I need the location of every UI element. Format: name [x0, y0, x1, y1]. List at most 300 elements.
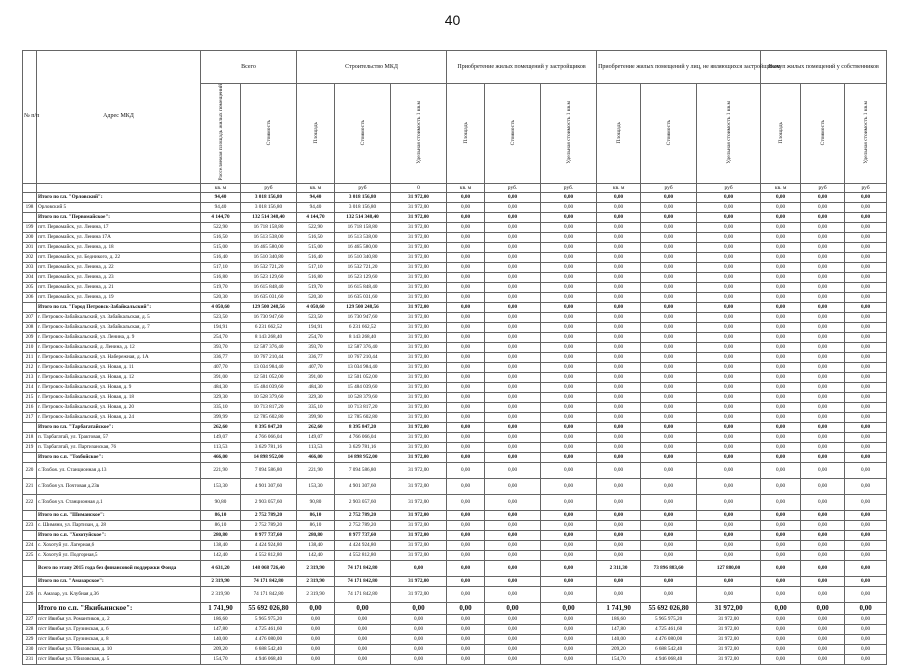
table-row — [23, 392, 887, 402]
value-cell: 0,00 — [801, 202, 845, 212]
value-cell: 0,00 — [641, 494, 697, 510]
value-cell: 0,00 — [801, 192, 845, 202]
value-cell: 2 752 789,20 — [241, 510, 297, 520]
row-number-cell — [23, 576, 37, 586]
value-cell: 0,00 — [697, 372, 761, 382]
value-cell: 0,00 — [485, 412, 541, 422]
address-cell: пгт. Первомайск, ул. Ленина, д. 18 — [37, 242, 201, 252]
row-number-cell: 217 — [23, 412, 37, 422]
table-row — [23, 432, 887, 442]
value-cell: 0,00 — [801, 322, 845, 332]
value-cell: 10 767 210,44 — [335, 352, 391, 362]
value-cell: 4 766 066,04 — [335, 432, 391, 442]
address-cell: пгт. Первомайск, ул. Ленина, д. 19 — [37, 292, 201, 302]
value-cell: 0,00 — [447, 232, 485, 242]
value-cell: 90,80 — [201, 494, 241, 510]
value-cell: 0,00 — [391, 634, 447, 644]
row-number-cell: 199 — [23, 222, 37, 232]
value-cell: 520,30 — [201, 292, 241, 302]
value-cell: 127 880,00 — [697, 560, 761, 576]
address-cell: г. Петровск-Забайкальский, ул. Забайкальская, д. 5 — [37, 312, 201, 322]
value-cell: 0,00 — [447, 422, 485, 432]
sub-area: Площадь — [447, 84, 485, 184]
value-cell: 0,00 — [597, 202, 641, 212]
value-cell: 0,00 — [845, 654, 887, 664]
table-row — [23, 442, 887, 452]
row-number-cell: 218 — [23, 432, 37, 442]
value-cell: 0,00 — [697, 402, 761, 412]
value-cell: 31 972,00 — [391, 442, 447, 452]
value-cell: 516,50 — [297, 232, 335, 242]
value-cell: 0,00 — [801, 282, 845, 292]
value-cell: 336,77 — [201, 352, 241, 362]
value-cell: 484,30 — [201, 382, 241, 392]
value-cell: 142,40 — [201, 550, 241, 560]
value-cell: 0,00 — [597, 322, 641, 332]
value-cell: 0,00 — [541, 292, 597, 302]
address-cell: п/ст Ивибья ул. Тбиловская, д. 10 — [37, 644, 201, 654]
value-cell: 12 587 376,40 — [335, 342, 391, 352]
value-cell: 0,00 — [641, 432, 697, 442]
value-cell: 0,00 — [845, 412, 887, 422]
value-cell: 523,50 — [297, 312, 335, 322]
address-cell: Итого по г.п. "Амазарское": — [37, 576, 201, 586]
value-cell: 0,00 — [447, 462, 485, 478]
value-cell: 0,00 — [801, 332, 845, 342]
value-cell: 517,10 — [297, 262, 335, 272]
value-cell: 0,00 — [845, 624, 887, 634]
value-cell: 0,00 — [801, 342, 845, 352]
value-cell: 0,00 — [697, 540, 761, 550]
value-cell: 0,00 — [335, 654, 391, 664]
value-cell: 0,00 — [447, 342, 485, 352]
value-cell: 74 171 842,80 — [241, 576, 297, 586]
value-cell: 3 018 156,80 — [241, 202, 297, 212]
value-cell: 0,00 — [801, 494, 845, 510]
row-number-cell: 198 — [23, 202, 37, 212]
value-cell: 0,00 — [447, 222, 485, 232]
value-cell: 516,80 — [201, 272, 241, 282]
value-cell: 0,00 — [845, 232, 887, 242]
value-cell: 14 898 952,00 — [335, 452, 391, 462]
value-cell: 0,00 — [801, 352, 845, 362]
value-cell: 140,00 — [201, 634, 241, 644]
row-number-cell — [23, 212, 37, 222]
table-row — [23, 202, 887, 212]
value-cell: 0,00 — [447, 252, 485, 262]
value-cell: 0,00 — [801, 432, 845, 442]
value-cell: 0,00 — [485, 322, 541, 332]
value-cell: 0,00 — [597, 392, 641, 402]
value-cell: 3 629 781,16 — [241, 442, 297, 452]
value-cell: 153,30 — [201, 478, 241, 494]
value-cell: 0,00 — [541, 550, 597, 560]
value-cell: 0,00 — [761, 510, 801, 520]
value-cell: 0,00 — [391, 602, 447, 614]
value-cell: 0,00 — [485, 232, 541, 242]
units-cell: руб — [801, 183, 845, 192]
value-cell: 90,80 — [297, 494, 335, 510]
value-cell: 16 465 580,00 — [335, 242, 391, 252]
address-cell: г. Петровск-Забайкальский, ул. Новая, д. 18 — [37, 392, 201, 402]
value-cell: 31 972,00 — [391, 272, 447, 282]
value-cell: 0,00 — [761, 202, 801, 212]
subtotal-row — [23, 510, 887, 520]
sub-cost: Стоимость — [335, 84, 391, 184]
value-cell: 154,70 — [201, 654, 241, 664]
value-cell: 16 510 340,80 — [335, 252, 391, 262]
value-cell: 0,00 — [597, 362, 641, 372]
value-cell: 0,00 — [761, 362, 801, 372]
address-cell: п. Тарбагатай, ул. Партизанская, 76 — [37, 442, 201, 452]
value-cell: 0,00 — [801, 586, 845, 602]
value-cell: 16 718 158,80 — [335, 222, 391, 232]
value-cell: 0,00 — [697, 462, 761, 478]
value-cell: 0,00 — [801, 402, 845, 412]
value-cell: 31 972,00 — [391, 494, 447, 510]
value-cell: 522,90 — [297, 222, 335, 232]
value-cell: 0,00 — [801, 602, 845, 614]
table-row — [23, 352, 887, 362]
value-cell: 0,00 — [485, 332, 541, 342]
address-cell: п. Тарбагатай, ул. Трактовая, 57 — [37, 432, 201, 442]
value-cell: 16 510 340,80 — [241, 252, 297, 262]
value-cell: 0,00 — [845, 212, 887, 222]
value-cell: 4 901 307,60 — [335, 478, 391, 494]
sub-unit-cost: Удельная стоимость 1 кв.м — [845, 84, 887, 184]
value-cell: 16 730 947,60 — [335, 312, 391, 322]
value-cell: 0,00 — [297, 644, 335, 654]
value-cell: 0,00 — [845, 362, 887, 372]
value-cell: 4 946 068,40 — [641, 654, 697, 664]
value-cell: 0,00 — [761, 520, 801, 530]
value-cell: 0,00 — [485, 576, 541, 586]
value-cell: 55 692 026,80 — [641, 602, 697, 614]
value-cell: 2 752 789,20 — [335, 510, 391, 520]
value-cell: 0,00 — [541, 452, 597, 462]
value-cell: 0,00 — [541, 644, 597, 654]
address-cell: п. Амазар, ул. Клубная д.36 — [37, 586, 201, 602]
value-cell: 0,00 — [845, 478, 887, 494]
resettlement-table — [22, 50, 887, 665]
value-cell: 4 552 812,80 — [335, 550, 391, 560]
value-cell: 0,00 — [597, 352, 641, 362]
value-cell: 15 484 039,60 — [241, 382, 297, 392]
row-number-cell: 225 — [23, 550, 37, 560]
value-cell: 31 972,00 — [391, 362, 447, 372]
value-cell: 0,00 — [801, 644, 845, 654]
value-cell: 31 972,00 — [391, 192, 447, 202]
value-cell: 0,00 — [641, 530, 697, 540]
value-cell: 0,00 — [485, 586, 541, 602]
value-cell: 0,00 — [597, 242, 641, 252]
address-cell: Итого по г.п. "Орловский": — [37, 192, 201, 202]
value-cell: 31 972,00 — [391, 262, 447, 272]
value-cell: 0,00 — [541, 322, 597, 332]
value-cell: 0,00 — [761, 478, 801, 494]
value-cell: 0,00 — [801, 540, 845, 550]
value-cell: 74 171 842,80 — [241, 586, 297, 602]
row-number-cell: 220 — [23, 462, 37, 478]
address-cell: с. Хохотуй ул. Лагерная,6 — [37, 540, 201, 550]
value-cell: 0,00 — [485, 520, 541, 530]
value-cell: 0,00 — [761, 352, 801, 362]
value-cell: 142,40 — [297, 550, 335, 560]
sub-cost: Стоимость — [641, 84, 697, 184]
value-cell: 0,00 — [485, 382, 541, 392]
value-cell: 0,00 — [597, 576, 641, 586]
value-cell: 113,53 — [201, 442, 241, 452]
value-cell: 0,00 — [845, 614, 887, 624]
value-cell: 0,00 — [447, 494, 485, 510]
value-cell: 0,00 — [801, 422, 845, 432]
value-cell: 0,00 — [761, 432, 801, 442]
value-cell: 16 532 721,20 — [335, 262, 391, 272]
value-cell: 0,00 — [541, 602, 597, 614]
address-cell: пгт. Первомайск, ул. Ленина, д. 23 — [37, 272, 201, 282]
address-cell: Итого по г.п. "Город Петровск-Забайкальский": — [37, 302, 201, 312]
table-row — [23, 644, 887, 654]
value-cell: 0,00 — [597, 462, 641, 478]
value-cell: 113,53 — [297, 442, 335, 452]
row-number-cell — [23, 192, 37, 202]
value-cell: 0,00 — [485, 362, 541, 372]
value-cell: 0,00 — [761, 462, 801, 478]
value-cell: 0,00 — [697, 432, 761, 442]
value-cell: 0,00 — [801, 576, 845, 586]
value-cell: 0,00 — [761, 252, 801, 262]
table-row — [23, 342, 887, 352]
value-cell: 31 972,00 — [391, 540, 447, 550]
value-cell: 0,00 — [297, 624, 335, 634]
value-cell: 0,00 — [447, 212, 485, 222]
value-cell: 0,00 — [641, 586, 697, 602]
value-cell: 0,00 — [761, 412, 801, 422]
row-number-cell: 213 — [23, 372, 37, 382]
value-cell: 0,00 — [597, 550, 641, 560]
value-cell: 8 395 847,20 — [241, 422, 297, 432]
value-cell: 0,00 — [697, 392, 761, 402]
value-cell: 31 972,00 — [391, 352, 447, 362]
value-cell: 0,00 — [845, 312, 887, 322]
value-cell: 0,00 — [447, 576, 485, 586]
value-cell: 0,00 — [597, 332, 641, 342]
value-cell: 0,00 — [761, 322, 801, 332]
value-cell: 129 500 248,56 — [335, 302, 391, 312]
value-cell: 31 972,00 — [391, 212, 447, 222]
value-cell: 0,00 — [845, 192, 887, 202]
value-cell: 0,00 — [541, 232, 597, 242]
value-cell: 0,00 — [597, 432, 641, 442]
row-number-cell: 206 — [23, 292, 37, 302]
value-cell: 12 587 376,40 — [241, 342, 297, 352]
value-cell: 516,50 — [201, 232, 241, 242]
value-cell: 0,00 — [447, 312, 485, 322]
value-cell: 0,00 — [541, 212, 597, 222]
value-cell: 0,00 — [845, 402, 887, 412]
value-cell: 484,30 — [297, 382, 335, 392]
value-cell: 0,00 — [801, 614, 845, 624]
value-cell: 0,00 — [641, 342, 697, 352]
value-cell: 0,00 — [801, 560, 845, 576]
value-cell: 0,00 — [485, 352, 541, 362]
units-cell: кв. м — [761, 183, 801, 192]
address-cell: Итого по г.п. "Тарбагатайское": — [37, 422, 201, 432]
row-number-cell: 223 — [23, 520, 37, 530]
value-cell: 0,00 — [447, 282, 485, 292]
value-cell: 86,10 — [201, 520, 241, 530]
value-cell: 0,00 — [485, 654, 541, 664]
value-cell: 0,00 — [761, 372, 801, 382]
address-cell: п/ст Ивибья ул. Романтиков, д. 2 — [37, 614, 201, 624]
value-cell: 31 972,00 — [697, 614, 761, 624]
value-cell: 147,80 — [201, 624, 241, 634]
value-cell: 31 972,00 — [391, 432, 447, 442]
value-cell: 2 319,90 — [297, 560, 335, 576]
value-cell: 0,00 — [447, 550, 485, 560]
value-cell: 0,00 — [845, 262, 887, 272]
value-cell: 0,00 — [541, 392, 597, 402]
value-cell: 520,30 — [297, 292, 335, 302]
value-cell: 0,00 — [597, 540, 641, 550]
value-cell: 0,00 — [697, 494, 761, 510]
value-cell: 0,00 — [845, 510, 887, 520]
value-cell: 0,00 — [697, 212, 761, 222]
table-row — [23, 520, 887, 530]
value-cell: 0,00 — [641, 332, 697, 342]
value-cell: 0,00 — [761, 242, 801, 252]
value-cell: 194,91 — [297, 322, 335, 332]
value-cell: 31 972,00 — [391, 322, 447, 332]
value-cell: 407,70 — [201, 362, 241, 372]
value-cell: 31 972,00 — [391, 282, 447, 292]
value-cell: 6 688 542,40 — [641, 644, 697, 654]
value-cell: 0,00 — [801, 272, 845, 282]
value-cell: 0,00 — [485, 550, 541, 560]
value-cell: 0,00 — [641, 362, 697, 372]
value-cell: 0,00 — [641, 462, 697, 478]
value-cell: 31 972,00 — [391, 586, 447, 602]
value-cell: 31 972,00 — [391, 550, 447, 560]
value-cell: 149,07 — [201, 432, 241, 442]
value-cell: 0,00 — [801, 292, 845, 302]
value-cell: 4 050,60 — [297, 302, 335, 312]
group-nondeveloper-header: Приобретение жилых помещений у лиц, не являющихся застройщиком — [597, 51, 761, 84]
value-cell: 0,00 — [697, 510, 761, 520]
value-cell: 0,00 — [641, 222, 697, 232]
value-cell: 16 532 721,20 — [241, 262, 297, 272]
units-cell: руб — [335, 183, 391, 192]
table-row — [23, 362, 887, 372]
address-cell: г. Петровск-Забайкальский, ул. Забайкальская, д. 7 — [37, 322, 201, 332]
value-cell: 0,00 — [485, 392, 541, 402]
value-cell: 12 501 052,00 — [335, 372, 391, 382]
table-row — [23, 614, 887, 624]
value-cell: 0,00 — [541, 352, 597, 362]
value-cell: 12 785 602,80 — [241, 412, 297, 422]
units-cell: кв. м — [447, 183, 485, 192]
value-cell: 0,00 — [447, 242, 485, 252]
value-cell: 209,20 — [201, 644, 241, 654]
value-cell: 186,60 — [201, 614, 241, 624]
value-cell: 6 688 542,40 — [241, 644, 297, 654]
value-cell: 391,00 — [201, 372, 241, 382]
row-number-cell — [23, 510, 37, 520]
value-cell: 0,00 — [485, 510, 541, 520]
row-number-cell: 203 — [23, 262, 37, 272]
value-cell: 0,00 — [801, 530, 845, 540]
value-cell: 0,00 — [485, 432, 541, 442]
value-cell: 0,00 — [641, 412, 697, 422]
value-cell: 6 231 662,52 — [241, 322, 297, 332]
value-cell: 0,00 — [447, 302, 485, 312]
row-number-cell: 219 — [23, 442, 37, 452]
address-cell: Итого по с.п. "Хохотуйское": — [37, 530, 201, 540]
address-cell: г. Петровск-Забайкальский, ул. Новая, д. 24 — [37, 412, 201, 422]
row-number-cell — [23, 422, 37, 432]
value-cell: 0,00 — [447, 432, 485, 442]
address-cell: Итого по с.п. "Шиманское": — [37, 510, 201, 520]
value-cell: 0,00 — [641, 442, 697, 452]
value-cell: 0,00 — [801, 550, 845, 560]
value-cell: 0,00 — [447, 192, 485, 202]
value-cell: 0,00 — [447, 560, 485, 576]
value-cell: 0,00 — [845, 382, 887, 392]
value-cell: 0,00 — [801, 624, 845, 634]
value-cell: 0,00 — [447, 452, 485, 462]
value-cell: 16 635 031,60 — [335, 292, 391, 302]
value-cell: 262,60 — [297, 422, 335, 432]
value-cell: 8 143 268,40 — [241, 332, 297, 342]
value-cell: 6 231 662,52 — [335, 322, 391, 332]
value-cell: 0,00 — [391, 654, 447, 664]
table-row — [23, 232, 887, 242]
value-cell: 4 725 461,60 — [241, 624, 297, 634]
value-cell: 0,00 — [297, 654, 335, 664]
value-cell: 8 143 268,40 — [335, 332, 391, 342]
table-row — [23, 540, 887, 550]
value-cell: 0,00 — [335, 602, 391, 614]
subtotal-row — [23, 422, 887, 432]
units-cell: кв. м — [597, 183, 641, 192]
value-cell: 4 476 080,00 — [641, 634, 697, 644]
value-cell: 0,00 — [447, 402, 485, 412]
value-cell: 0,00 — [641, 382, 697, 392]
row-number-cell: 207 — [23, 312, 37, 322]
value-cell: 0,00 — [541, 282, 597, 292]
value-cell: 0,00 — [761, 232, 801, 242]
value-cell: 329,30 — [297, 392, 335, 402]
value-cell: 0,00 — [641, 402, 697, 412]
value-cell: 4 424 924,80 — [335, 540, 391, 550]
value-cell: 0,00 — [541, 540, 597, 550]
value-cell: 0,00 — [541, 614, 597, 624]
value-cell: 4 424 924,80 — [241, 540, 297, 550]
value-cell: 16 615 848,40 — [241, 282, 297, 292]
value-cell: 0,00 — [447, 614, 485, 624]
value-cell: 31 972,00 — [391, 222, 447, 232]
value-cell: 0,00 — [597, 282, 641, 292]
value-cell: 0,00 — [845, 432, 887, 442]
address-cell: п/ст Ивибья ул. Грузинская, д. 6 — [37, 624, 201, 634]
value-cell: 0,00 — [845, 342, 887, 352]
units-cell: руб — [641, 183, 697, 192]
value-cell: 0,00 — [597, 452, 641, 462]
value-cell: 0,00 — [641, 550, 697, 560]
row-number-cell: 229 — [23, 634, 37, 644]
value-cell: 0,00 — [641, 292, 697, 302]
value-cell: 31 972,00 — [391, 412, 447, 422]
